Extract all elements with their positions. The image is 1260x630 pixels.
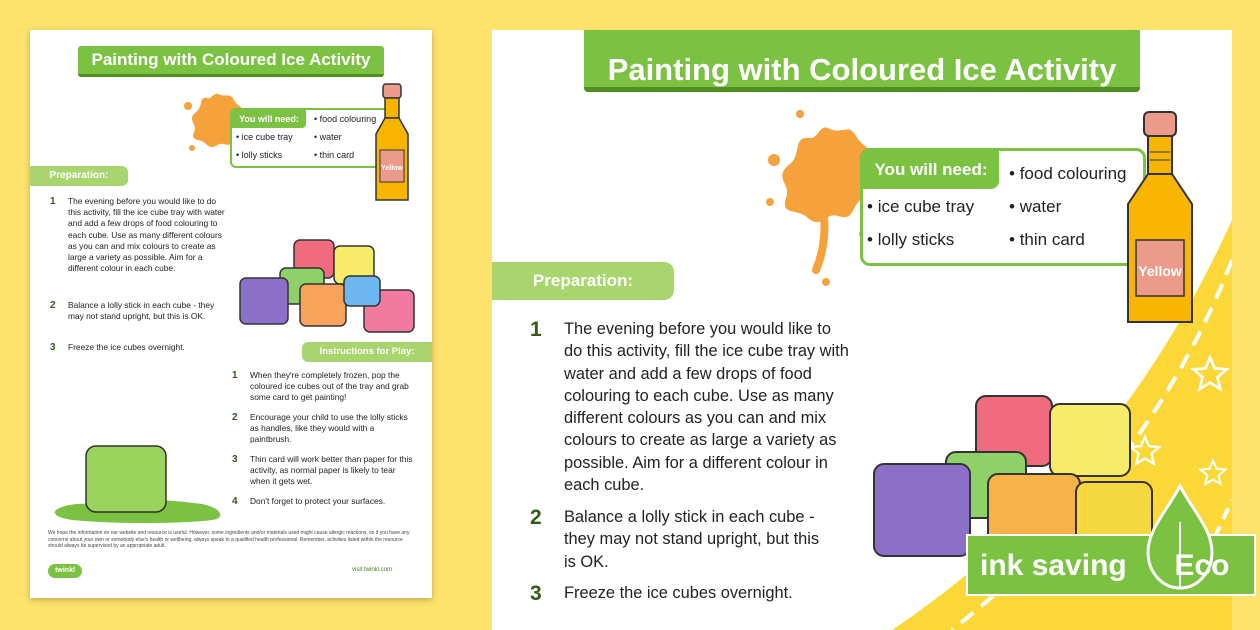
instr-step-text: When they're completely frozen, pop the coloured ice cubes out of the tray and grab some card to get painting! (250, 370, 409, 403)
bottle-label: Yellow (381, 165, 403, 172)
step-number: 3 (50, 342, 56, 353)
need-item: lolly sticks (877, 230, 955, 249)
prep-step-text: The evening before you would like to do this activity, fill the ice cube tray with water and add a few drops of food colouring to each cube. Use as many different colours as you can and mix colours to create as large a variety as possible. Aim for a different colour in each cube. (564, 320, 849, 495)
eco-badge (966, 534, 1256, 596)
prep-step-text: Freeze the ice cubes overnight. (68, 342, 185, 352)
bottle-label: Yellow (1138, 263, 1182, 279)
ice-cubes-icon (236, 236, 420, 336)
yellow-bottle-icon (370, 82, 414, 206)
step-number: 3 (530, 582, 542, 605)
star-icon (1190, 354, 1230, 394)
thumbnail-sheet (30, 30, 432, 598)
yellow-bottle-icon (1118, 110, 1202, 332)
you-will-need-heading: You will need: (232, 110, 306, 128)
preparation-heading: Preparation: (492, 262, 674, 300)
you-will-need-box: You will need: • ice cube tray • lolly sticks • food colouring • water • thin card (230, 108, 390, 168)
step-number: 2 (530, 506, 542, 529)
prep-step-text: Balance a lolly stick in each cube - they may not stand upright, but this is OK. (68, 300, 215, 322)
thumbnail-title: Painting with Coloured Ice Activity (78, 46, 384, 77)
prep-step-text: The evening before you would like to do this activity, fill the ice cube tray with water and add a few drops of food colouring to each cube. Use as many different colours as you can and mix colours to create as large a variety as possible. Aim for a different colour in each cube. (68, 196, 225, 274)
instr-step-text: Thin card will work better than paper for this activity, as normal paper is likely to tear when it gets wet. (250, 454, 413, 487)
footer-note: We hope the information on our website and resource is useful. However, some ingredients and/or materials used might cause allergic reactions, so if you have any concerns about your own or somebody else's health or wellbeing, always speak to a qualified health professional. Remember, activities listed within the resource should always be supervised by an appropriate adult. (48, 530, 410, 549)
need-item: thin card (319, 150, 355, 160)
prep-step-text: Freeze the ice cubes overnight. (564, 584, 793, 602)
step-number: 4 (232, 496, 238, 507)
need-item: food colouring (319, 114, 377, 124)
step-number: 3 (232, 454, 238, 465)
instructions-heading: Instructions for Play: (302, 342, 432, 362)
need-item: ice cube tray (241, 132, 293, 142)
need-item: water (319, 132, 342, 142)
instr-step-text: Encourage your child to use the lolly sticks as handles, like they would with a paintbrush. (250, 412, 408, 445)
page-title: Painting with Coloured Ice Activity (584, 30, 1140, 92)
green-ice-cube-icon (52, 440, 228, 526)
eco-badge-text: ink saving (980, 549, 1127, 582)
step-number: 1 (232, 370, 238, 381)
twinkl-logo: twinkl (48, 564, 82, 578)
step-number: 2 (50, 300, 56, 311)
you-will-need-heading: You will need: (863, 151, 999, 189)
step-number: 2 (232, 412, 238, 423)
you-will-need-box: You will need: • ice cube tray • lolly sticks • food colouring • water • thin card (860, 148, 1146, 266)
need-item: lolly sticks (241, 150, 283, 160)
need-item: ice cube tray (877, 197, 975, 216)
prep-step-text: Balance a lolly stick in each cube - they may not stand upright, but this is OK. (564, 508, 820, 571)
footer-url: visit twinkl.com (352, 567, 393, 573)
step-number: 1 (50, 196, 56, 207)
need-item: water (1019, 197, 1062, 216)
need-item: thin card (1019, 230, 1085, 249)
preparation-heading: Preparation: (30, 166, 128, 186)
instr-step-text: Don't forget to protect your surfaces. (250, 496, 386, 506)
step-number: 1 (530, 318, 542, 341)
need-item: food colouring (1019, 164, 1127, 183)
eco-badge-label: Eco (1174, 549, 1230, 582)
